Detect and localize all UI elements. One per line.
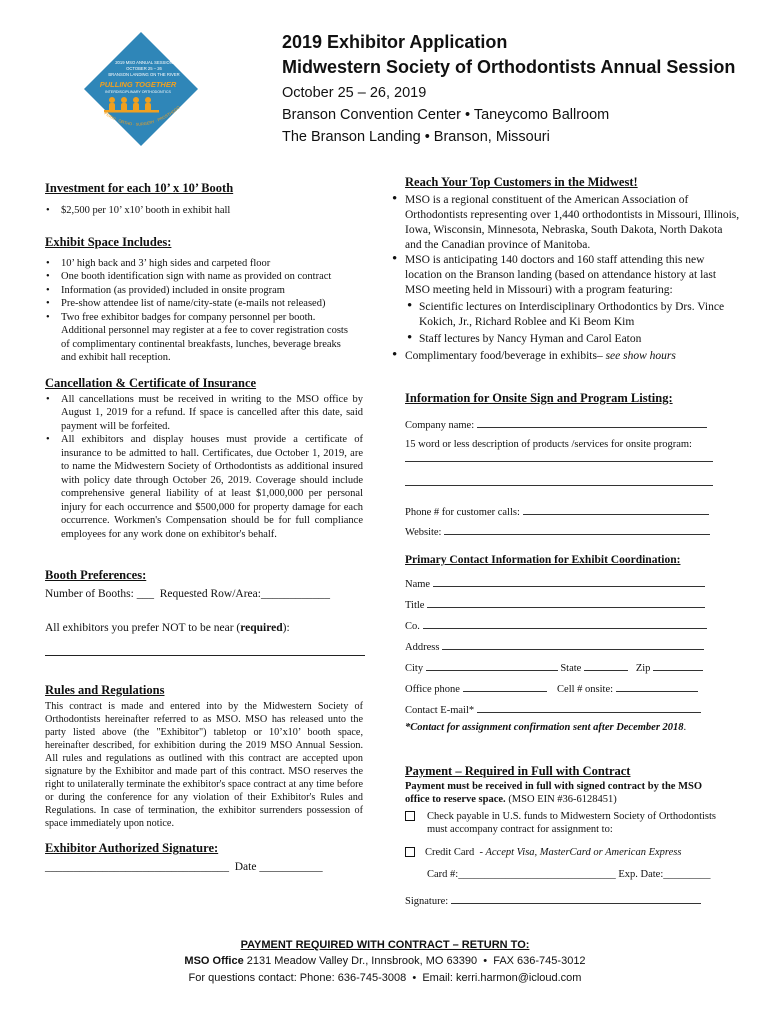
- contact-title-input[interactable]: [427, 597, 705, 608]
- card-number-row: Card #:______________________________ Exp. Date:_________: [427, 869, 711, 880]
- contact-zip-input[interactable]: [653, 660, 703, 671]
- description-line-2[interactable]: [405, 485, 713, 486]
- contact-phones-row: Office phone Cell # onsite:: [405, 681, 698, 695]
- contact-city-input[interactable]: [426, 660, 558, 671]
- exhibit-space-section: [45, 236, 363, 365]
- website-input[interactable]: [444, 524, 710, 535]
- contact-co-row: Co.: [405, 618, 707, 632]
- reach-list: [395, 193, 740, 364]
- list-item: • All exhibitors and display houses must provide a certificate of insurance to be admitted to hall. Certificates, due October 1, 2019, are to name the Midwestern Society of Orthodontists as additional insured with policy date through October 26, 2019. Coverage should include comprehensive general liability of at least $1,000,000 per personal injury for each occurrence and $500,000 for property damage for each occurrence. Workmen's Compensation should be for full compliance employees for any work done on exhibitor's behalf.: [45, 433, 363, 541]
- logo-line2: OCTOBER 25 – 26: [126, 66, 162, 71]
- event-place: The Branson Landing • Branson, Missouri: [282, 129, 550, 145]
- page-title: 2019 Exhibitor Application: [282, 32, 508, 52]
- rules-text: This contract is made and entered into by the Midwestern Society of Orthodontists hereinafter referred to as MSO. MSO has released unto the party listed above (the "Exhibitor") tabletop or 10’x10’ booth space, hereinafter described, for exhibition during the 2019 MSO Annual Session. All rules and regulations as outlined with this contract are accepted upon signature by the Exhibitor and made part of this contract. MSO reserves the right to unilaterally terminate the exhibitor's space contract at any time before or during the conference for any violation of their Exhibitor's Rules and Regulations. In case of termination, the exhibitor surrenders possession of space immediately upon notice.: [45, 700, 363, 830]
- list-item: • Information (as provided) included in onsite program: [45, 284, 363, 298]
- list-item: • MSO is a regional constituent of the American Association of Orthodontists representing over 1,440 orthodontists in Missouri, Illinois, Iowa, Wisconsin, Minnesota, Nebraska, South Dakota, North Dakota and the Canadian province of Manitoba.: [395, 193, 740, 253]
- avoid-exhibitors-label: All exhibitors you prefer NOT to be near (required):: [45, 622, 290, 634]
- list-item: • Complimentary food/beverage in exhibits– see show hours: [395, 349, 740, 364]
- requested-row-field[interactable]: ____________: [260, 587, 330, 600]
- list-item: • MSO is anticipating 140 doctors and 160 staff attending this new location on the Branson landing (based on attendance history at last MSO meeting held in Missouri) with a program featuring: • Scientific lectures on Interdisciplinary Orthodontics by Drs. Vince Kokich, Jr., Richard Roblee and Ki Beom Kim • Staff lectures by Nancy Hyman and Carol Eaton: [395, 253, 740, 347]
- contact-company-input[interactable]: [423, 618, 707, 629]
- phone-row: Phone # for customer calls:: [405, 504, 709, 518]
- booth-preferences-section: [45, 569, 363, 656]
- logo-diamond: [84, 32, 198, 146]
- list-item: • Staff lectures by Nancy Hyman and Carol Eaton: [405, 332, 740, 347]
- contact-name-row: Name: [405, 576, 705, 590]
- signature-field[interactable]: ________________________________: [45, 860, 229, 873]
- company-name-row: Company name:: [405, 417, 707, 431]
- reach-heading: Reach Your Top Customers in the Midwest!: [405, 175, 638, 189]
- payment-terms: Payment must be received in full with signed contract by the MSO office to reserve space. (MSO EIN #36-6128451): [405, 781, 702, 805]
- list-item: • $2,500 per 10’ x10’ booth in exhibit hall: [45, 204, 363, 218]
- contact-note: *Contact for assignment confirmation sent after December 2018.: [405, 722, 687, 733]
- exhibit-space-list: [45, 257, 363, 365]
- list-item: • All cancellations must be received in writing to the MSO office by August 1, 2019 for a refund. If space is cancelled after this date, said payment will be forfeited.: [45, 393, 363, 434]
- event-dates: October 25 – 26, 2019: [282, 85, 427, 101]
- contact-city-row: City State Zip: [405, 660, 703, 674]
- contact-email-input[interactable]: [477, 702, 701, 713]
- cancellation-heading: Cancellation & Certificate of Insurance: [45, 376, 257, 390]
- credit-card-checkbox[interactable]: [405, 847, 415, 857]
- avoid-exhibitors-line[interactable]: [45, 655, 365, 656]
- program-list: [405, 300, 740, 347]
- exhibit-space-heading: Exhibit Space Includes:: [45, 235, 172, 249]
- booth-number-field[interactable]: ___: [136, 587, 154, 600]
- check-option-label: Check payable in U.S. funds to Midwestern Society of Orthodontists must accompany contract for assignment to:: [427, 811, 717, 835]
- payment-signature-row: Signature:: [405, 893, 701, 907]
- contact-heading: Primary Contact Information for Exhibit Coordination:: [405, 554, 681, 566]
- card-number-field[interactable]: ______________________________: [458, 869, 616, 880]
- website-row: Website:: [405, 524, 710, 538]
- logo-slogan: PULLING TOGETHER: [99, 80, 177, 89]
- event-venue: Branson Convention Center • Taneycomo Ballroom: [282, 107, 610, 123]
- cell-phone-input[interactable]: [616, 681, 698, 692]
- investment-heading: Investment for each 10’ x 10’ Booth: [45, 181, 234, 195]
- contact-address-input[interactable]: [442, 639, 704, 650]
- signature-heading: Exhibitor Authorized Signature:: [45, 841, 219, 855]
- onsite-heading: Information for Onsite Sign and Program Listing:: [405, 391, 673, 405]
- booth-number-row: Number of Booths: ___ Requested Row/Area:____________: [45, 587, 330, 600]
- description-line-1[interactable]: [405, 461, 713, 462]
- mso-session-logo: [82, 30, 200, 148]
- description-label: 15 word or less description of products /services for onsite program:: [405, 439, 692, 450]
- footer-heading: PAYMENT REQUIRED WITH CONTRACT – RETURN TO:: [240, 939, 530, 951]
- contact-name-input[interactable]: [433, 576, 705, 587]
- rules-heading: Rules and Regulations: [45, 683, 165, 697]
- signature-row: ________________________________ Date ___________: [45, 860, 323, 873]
- logo-rope: [104, 110, 159, 113]
- office-phone-input[interactable]: [463, 681, 547, 692]
- logo-line3: BRANSON LANDING ON THE RIVER: [108, 72, 180, 77]
- booth-preferences-heading: Booth Preferences:: [45, 568, 147, 582]
- signature-section: [45, 842, 363, 874]
- list-item: • 10’ high back and 3’ high sides and carpeted floor: [45, 257, 363, 271]
- reach-section: [395, 175, 740, 364]
- footer-contact: For questions contact: Phone: 636-745-3008 • Email: kerri.harmon@icloud.com: [188, 972, 582, 984]
- list-item: • One booth identification sign with name as provided on contract: [45, 270, 363, 284]
- cancellation-list: [45, 393, 363, 542]
- page-subtitle: Midwestern Society of Orthodontists Annual Session: [282, 57, 736, 77]
- customer-phone-input[interactable]: [523, 504, 709, 515]
- rules-section: [45, 684, 363, 830]
- contact-state-input[interactable]: [584, 660, 628, 671]
- list-item: • Scientific lectures on Interdisciplinary Orthodontics by Drs. Vince Kokich, Jr., Richard Roblee and Ki Beom Kim: [405, 300, 740, 330]
- exp-date-field[interactable]: _________: [663, 869, 711, 880]
- check-payment-checkbox[interactable]: [405, 811, 415, 821]
- contact-title-row: Title: [405, 597, 705, 611]
- investment-list: [45, 204, 363, 218]
- cancellation-section: [45, 377, 363, 541]
- card-option: Credit Card - Accept Visa, MasterCard or American Express: [405, 847, 681, 858]
- logo-sub: INTERDISCIPLINARY ORTHODONTICS: [105, 90, 171, 94]
- list-item: • Two free exhibitor badges for company personnel per booth. Additional personnel may register at a fee to cover registration costs of complimentary continental breakfasts, lunches, beverage breaks and exhibit hall reception.: [45, 311, 351, 365]
- date-field[interactable]: ___________: [259, 860, 323, 873]
- payment-signature-input[interactable]: [451, 893, 701, 904]
- footer-address: MSO Office 2131 Meadow Valley Dr., Innsbrook, MO 63390 • FAX 636-745-3012: [184, 955, 586, 967]
- payment-heading: Payment – Required in Full with Contract: [405, 764, 631, 778]
- logo-line1: 2019 MSO ANNUAL SESSION: [115, 60, 173, 65]
- contact-address-row: Address: [405, 639, 704, 653]
- check-option: [405, 810, 725, 835]
- investment-section: [45, 182, 363, 217]
- contact-email-row: Contact E-mail*: [405, 702, 701, 716]
- company-name-input[interactable]: [477, 417, 707, 428]
- list-item: • Pre-show attendee list of name/city-state (e-mails not released): [45, 297, 363, 311]
- logo-arc-text: PERIO · ORTHO · SURGERY · PROSTHODO: [103, 104, 181, 127]
